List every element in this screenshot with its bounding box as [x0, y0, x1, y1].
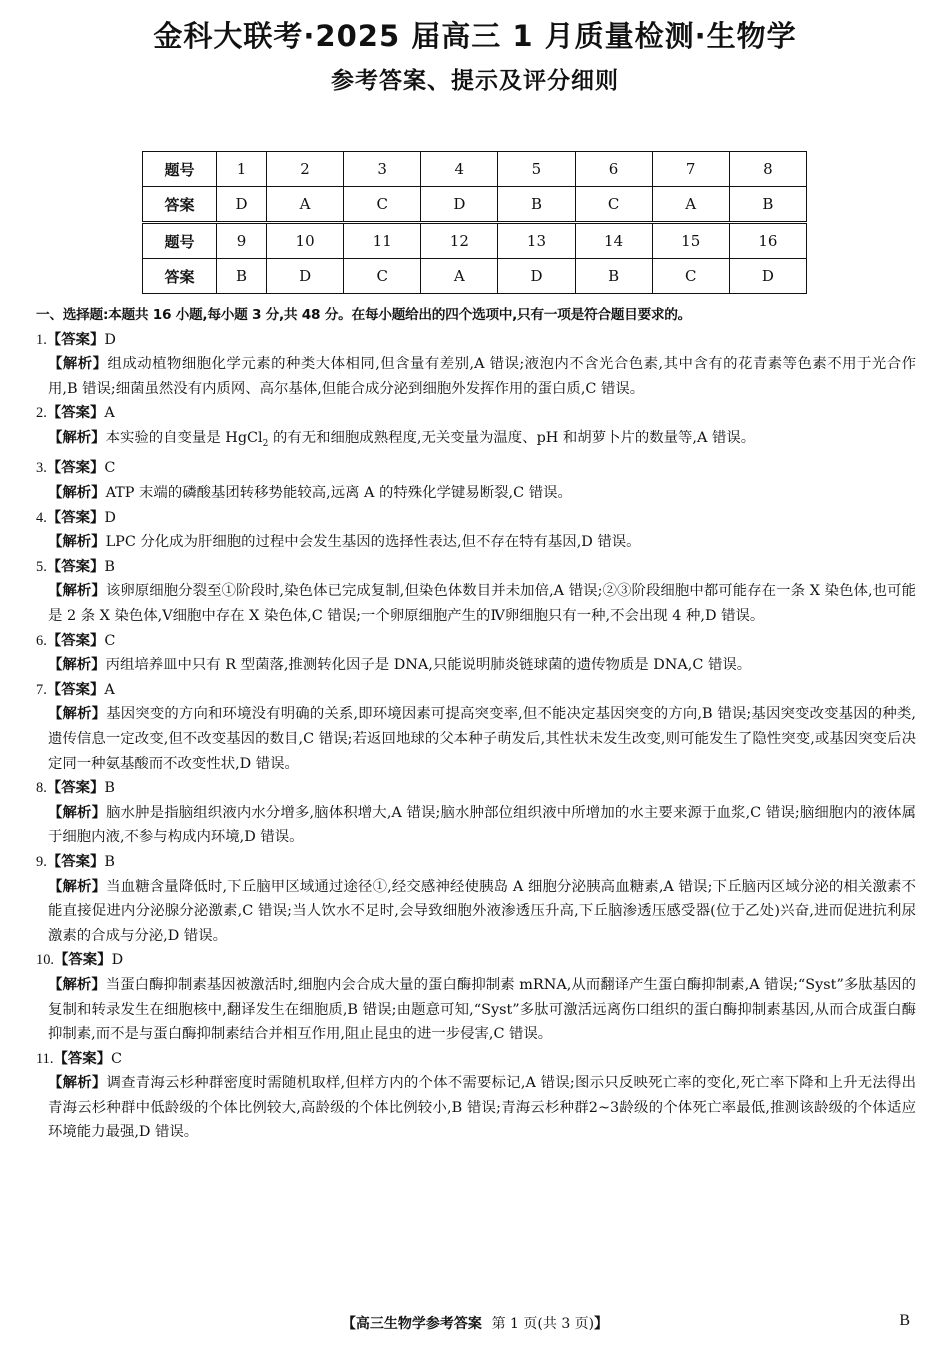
question-number-cell: 2 [267, 152, 344, 187]
answer-value: C [104, 632, 116, 649]
answer-cell: B [575, 259, 652, 294]
answer-cell: A [267, 187, 344, 223]
question-item-11 [36, 1047, 916, 1145]
answer-cell: D [729, 259, 806, 294]
answer-line [36, 678, 916, 703]
explanation-line [36, 801, 916, 850]
question-number-cell: 1 [217, 152, 267, 187]
paper-version: B [899, 1312, 910, 1329]
explanation-line [36, 875, 916, 949]
explanation-tag: 【解析】 [48, 657, 106, 674]
answer-value: C [111, 1050, 123, 1067]
question-number-cell: 12 [421, 223, 498, 259]
explanation-tag: 【解析】 [48, 804, 107, 821]
answer-cell: A [652, 187, 729, 223]
answer-line [36, 948, 916, 973]
answer-tag: 【答案】 [46, 405, 105, 422]
question-number-cell: 13 [498, 223, 575, 259]
explanation-text: 本实验的自变量是 HgCl [105, 429, 263, 446]
answer-header: 答案 [143, 187, 217, 223]
table-row-answers [143, 187, 807, 223]
question-item-6 [36, 629, 916, 678]
subscript: 2 [262, 438, 269, 449]
question-number-cell: 14 [575, 223, 652, 259]
answer-value: A [104, 405, 115, 422]
answer-cell: B [729, 187, 806, 223]
question-number: 8. [36, 780, 47, 797]
question-number-header: 题号 [143, 152, 217, 187]
question-number-cell: 8 [729, 152, 806, 187]
answer-tag: 【答案】 [46, 780, 105, 797]
explanation-line [36, 653, 916, 678]
explanation-text: ATP 末端的磷酸基团转移势能较高,远离 A 的特殊化学键易断裂,C 错误。 [105, 485, 572, 502]
answer-header: 答案 [143, 259, 217, 294]
answer-line [36, 1047, 916, 1072]
question-item-5 [36, 555, 916, 629]
answer-line [36, 629, 916, 654]
answer-cell: C [344, 259, 421, 294]
question-number: 1. [36, 331, 47, 348]
answer-value: C [104, 460, 116, 477]
explanation-text: LPC 分化成为肝细胞的过程中会发生基因的选择性表达,但不存在特有基因,D 错误。 [105, 534, 641, 551]
answer-tag: 【答案】 [46, 558, 105, 575]
answer-value: B [104, 853, 115, 870]
explanation-tag: 【解析】 [48, 356, 108, 373]
answer-cell: D [498, 259, 575, 294]
explanation-line [36, 426, 916, 456]
table-row-answers [143, 259, 807, 294]
answer-line [36, 401, 916, 426]
answer-cell: C [575, 187, 652, 223]
explanation-text: 调查青海云杉种群密度时需随机取样,但样方内的个体不需要标记,A 错误;图示只反映死亡率的变化,死亡率下降和上升无法得出青海云杉种群中低龄级的个体比例较大,高龄级的个体比例较小,B 错误;青海云杉种群2~3龄级的个体死亡率最低,推测该龄级的个体适应环境能力最强,D 错误。 [48, 1075, 916, 1141]
question-item-8 [36, 776, 916, 850]
answer-cell: B [217, 259, 267, 294]
footer-page-number: 第 1 页(共 3 页) [491, 1316, 595, 1332]
explanation-tag: 【解析】 [48, 485, 106, 502]
explanation-tag: 【解析】 [48, 878, 107, 895]
answer-line [36, 506, 916, 531]
answer-value: D [104, 509, 116, 526]
explanation-text: 脑水肿是指脑组织液内水分增多,脑体积增大,A 错误;脑水肿部位组织液中所增加的水主要来源于血浆,C 错误;脑细胞内的液体属于细胞内液,不参与构成内环境,D 错误。 [48, 804, 916, 846]
explanation-tag: 【解析】 [48, 583, 106, 600]
answer-cell: D [267, 259, 344, 294]
explanation-text: 丙组培养皿中只有 R 型菌落,推测转化因子是 DNA,只能说明肺炎链球菌的遗传物质是 DNA,C 错误。 [105, 657, 752, 674]
question-item-10 [36, 948, 916, 1046]
answer-tag: 【答案】 [46, 681, 105, 698]
explanation-line [36, 579, 916, 628]
table-row-question-numbers [143, 152, 807, 187]
explanation-tag: 【解析】 [48, 429, 106, 446]
footer-course: 【高三生物学参考答案 [341, 1316, 482, 1332]
explanation-tag: 【解析】 [48, 976, 106, 993]
question-item-3 [36, 456, 916, 505]
explanation-tag: 【解析】 [48, 534, 106, 551]
answer-key-table [142, 151, 807, 294]
answer-cell: B [498, 187, 575, 223]
question-number-cell: 11 [344, 223, 421, 259]
question-number-cell: 16 [729, 223, 806, 259]
explanation-line [36, 1071, 916, 1145]
explanation-line [36, 481, 916, 506]
explanation-text: 该卵原细胞分裂至①阶段时,染色体已完成复制,但染色体数目并未加倍,A 错误;②③阶段细胞中都可能存在一条 X 染色体,也可能是 2 条 X 染色体,Ⅴ细胞中存在 X 染色体,C 错误;一个卵原细胞产生的Ⅳ卵细胞只有一种,不会出现 4 种,D 错误。 [48, 583, 916, 624]
answer-value: A [104, 681, 115, 698]
explanation-line [36, 702, 916, 776]
explanation-text: 当血糖含量降低时,下丘脑甲区域通过途径①,经交感神经使胰岛 A 细胞分泌胰高血糖素,A 错误;下丘脑丙区域分泌的相关激素不能直接促进内分泌腺分泌激素,C 错误;当人饮水不足时,会导致细胞外液渗透压升高,下丘脑渗透压感受器(位于乙处)兴奋,进而促进抗利尿激素的合成与分泌,D 错误。 [48, 878, 916, 944]
question-number-header: 题号 [143, 223, 217, 259]
explanation-tag: 【解析】 [48, 1075, 107, 1092]
question-number: 2. [36, 405, 47, 422]
question-number-cell: 4 [421, 152, 498, 187]
answer-value: B [104, 558, 115, 575]
answer-cell: C [652, 259, 729, 294]
question-number: 9. [36, 853, 47, 870]
section-heading: 一、选择题:本题共 16 小题,每小题 3 分,共 48 分。在每小题给出的四个选项中,只有一项是符合题目要求的。 [36, 307, 692, 323]
question-number-cell: 9 [217, 223, 267, 259]
explanation-text: 当蛋白酶抑制素基因被激活时,细胞内会合成大量的蛋白酶抑制素 mRNA,从而翻译产生蛋白酶抑制素,A 错误;“Syst”多肽基因的复制和转录发生在细胞核中,翻译发生在细胞质,B 错误;由题意可知,“Syst”多肽可激活远离伤口组织的蛋白酶抑制素基因,从而合成蛋白酶抑制素,而不是与蛋白酶抑制素结合并相互作用,阻止昆虫的进一步侵害,C 错误。 [48, 976, 916, 1043]
question-number: 5. [36, 558, 47, 575]
question-number-cell: 7 [652, 152, 729, 187]
answer-tag: 【答案】 [46, 632, 105, 649]
table-row-question-numbers [143, 223, 807, 259]
question-item-1 [36, 328, 916, 402]
answer-line [36, 555, 916, 580]
page-subtitle: 参考答案、提示及评分细则 [331, 68, 619, 94]
explanation-line [36, 352, 916, 401]
explanation-text: 基因突变的方向和环境没有明确的关系,即环境因素可提高突变率,但不能决定基因突变的方向,B 错误;基因突变改变基因的种类,遗传信息一定改变,但不改变基因的数目,C 错误;若返回地球的父本种子萌发后,其性状未发生改变,则可能发生了隐性突变,或基因突变后决定同一种氨基酸而不改变性状,D 错误。 [48, 706, 916, 772]
answer-cell: D [421, 187, 498, 223]
question-number: 10. [36, 952, 54, 969]
question-number-cell: 3 [344, 152, 421, 187]
answer-tag: 【答案】 [54, 952, 112, 969]
question-item-2 [36, 401, 916, 456]
answer-tag: 【答案】 [46, 509, 105, 526]
page-footer [0, 1313, 950, 1333]
answer-tag: 【答案】 [46, 460, 105, 477]
question-number: 3. [36, 460, 47, 477]
explanation-text: 组成动植物细胞化学元素的种类大体相同,但含量有差别,A 错误;液泡内不含光合色素,其中含有的花青素等色素不用于光合作用,B 错误;细菌虽然没有内质网、高尔基体,但能合成分泌到细胞外发挥作用的蛋白质,C 错误。 [48, 356, 916, 397]
answer-value: D [104, 331, 116, 348]
answer-explanations [36, 303, 916, 1145]
answer-cell: A [421, 259, 498, 294]
answer-value: D [111, 952, 124, 969]
answer-cell: D [217, 187, 267, 223]
answer-line [36, 328, 916, 353]
answer-line [36, 456, 916, 481]
answer-value: B [104, 780, 115, 797]
question-number-cell: 5 [498, 152, 575, 187]
answer-tag: 【答案】 [46, 853, 105, 870]
answer-tag: 【答案】 [53, 1050, 112, 1067]
explanation-text: 的有无和细胞成熟程度,无关变量为温度、pH 和胡萝卜片的数量等,A 错误。 [268, 429, 756, 446]
question-number: 6. [36, 632, 47, 649]
answer-line [36, 776, 916, 801]
page-title: 金科大联考·2025 届高三 1 月质量检测·生物学 [153, 19, 797, 53]
question-item-9 [36, 850, 916, 948]
answer-cell: C [344, 187, 421, 223]
explanation-line [36, 973, 916, 1047]
question-item-4 [36, 506, 916, 555]
answer-line [36, 850, 916, 875]
question-number-cell: 6 [575, 152, 652, 187]
explanation-tag: 【解析】 [48, 706, 107, 723]
question-number-cell: 10 [267, 223, 344, 259]
question-number: 7. [36, 681, 47, 698]
answer-tag: 【答案】 [46, 331, 105, 348]
question-number-cell: 15 [652, 223, 729, 259]
footer-close: 】 [594, 1316, 609, 1332]
explanation-line [36, 530, 916, 555]
question-item-7 [36, 678, 916, 776]
question-number: 11. [36, 1050, 54, 1067]
question-number: 4. [36, 509, 47, 526]
